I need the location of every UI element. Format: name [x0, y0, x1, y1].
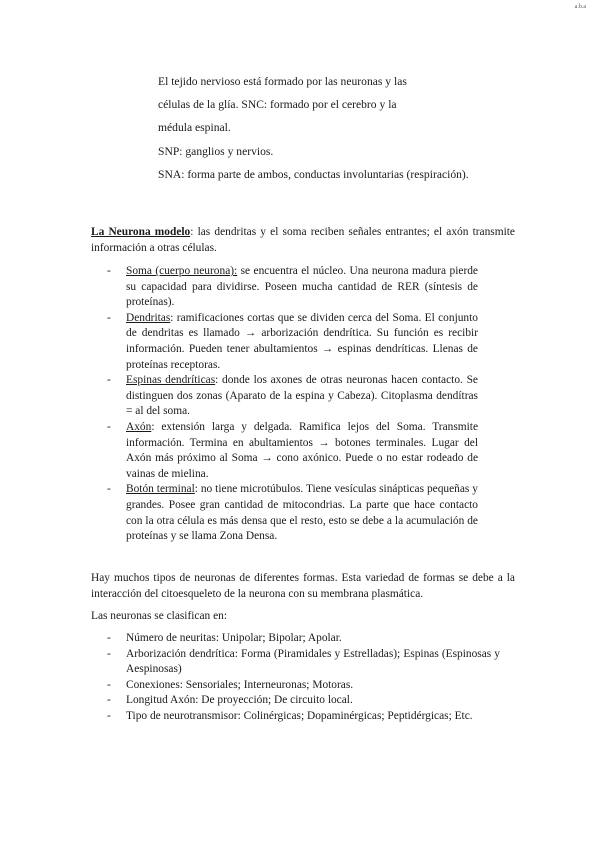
item-text: Longitud Axón: De proyección; De circuito local. — [126, 694, 353, 707]
item-text: Número de neuritas: Unipolar; Bipolar; Apolar. — [126, 632, 342, 644]
list-item — [107, 693, 508, 709]
item-text: : ramificaciones cortas que se dividen cerca del Soma. El conjunto de dendritas es llamado → arborización dendrítica. Su función es recibir información. Pueden tener abultamientos → espinas dendríticas. Llenas de proteínas receptoras. — [126, 311, 478, 371]
neurona-intro-paragraph — [91, 225, 515, 256]
item-text: : no tiene microtúbulos. Tiene vesículas sinápticas pequeñas y grandes. Posee gran cantidad de mitocondrias. La parte que hace contacto con la otra célula es más densa que el resto, esto se debe a la acumulación de proteínas y se llama Zona Densa. — [126, 483, 478, 543]
list-item — [107, 420, 478, 482]
intro-line-5: SNA: forma parte de ambos, conductas involuntarias (respiración). — [158, 168, 469, 181]
item-text: Tipo de neurotransmisor: Colinérgicas; Dopaminérgicas; Peptidérgicas; Etc. — [126, 709, 473, 722]
dash-bullet: - — [107, 678, 111, 691]
neurona-intro-text: : las dendritas y el soma reciben señales entrantes; el axón transmite información a otras células. — [91, 226, 515, 254]
item-term: Espinas dendríticas — [126, 374, 216, 387]
tipos-lead: Las neuronas se clasifican en: — [91, 610, 227, 622]
neurona-parts-list — [107, 264, 478, 545]
list-item — [107, 264, 478, 311]
list-item — [107, 482, 478, 544]
item-term: Axón — [126, 420, 152, 433]
list-item — [107, 678, 508, 694]
list-item — [107, 631, 508, 647]
dash-bullet: - — [107, 709, 111, 722]
corner-mark: a.b.a — [574, 4, 586, 10]
dash-bullet: - — [107, 311, 111, 324]
item-text: : donde los axones de otras neuronas hacen contacto. Se distinguen dos zonas (Aparato de la espina y Cabeza). Citoplasma dendítras = al del soma. — [126, 374, 478, 418]
intro-line-4: SNP: ganglios y nervios. — [158, 145, 274, 158]
dash-bullet: - — [107, 632, 111, 644]
item-text: : extensión larga y delgada. Ramifica lejos del Soma. Transmite información. Termina en abultamientos → botones terminales. Lugar del Axón más próximo al Soma → cono axónico. Puede o no estar rodeado de vainas de mielina. — [126, 420, 478, 480]
tipos-paragraph: Hay muchos tipos de neuronas de diferentes formas. Esta variedad de formas se debe a la interacción del citoesqueleto de la neurona con su membrana plasmática. — [91, 572, 515, 600]
dash-bullet: - — [107, 265, 111, 277]
intro-line-3: médula espinal. — [158, 121, 231, 134]
classification-list — [107, 631, 508, 725]
dash-bullet: - — [107, 694, 111, 707]
item-term: Soma (cuerpo neurona): — [126, 265, 238, 277]
dash-bullet: - — [107, 647, 111, 660]
list-item — [107, 311, 478, 373]
neurona-title: La Neurona modelo — [91, 226, 191, 238]
list-item — [107, 709, 508, 725]
item-term: Botón terminal — [126, 483, 195, 496]
list-item — [107, 373, 478, 420]
list-item — [107, 647, 508, 678]
intro-line-1: El tejido nervioso está formado por las neuronas y las — [158, 75, 407, 88]
dash-bullet: - — [107, 420, 111, 433]
intro-line-2: células de la glía. SNC: formado por el cerebro y la — [158, 98, 397, 111]
item-term: Dendritas — [126, 311, 171, 324]
item-text: Arborización dendrítica: Forma (Piramidales y Estrelladas); Espinas (Espinosas y Aespinosas) — [126, 647, 500, 676]
item-text: se encuentra el núcleo. Una neurona madura pierde su capacidad para dividirse. Poseen mucha cantidad de RER (síntesis de proteínas). — [126, 265, 478, 309]
dash-bullet: - — [107, 483, 111, 496]
item-text: Conexiones: Sensoriales; Interneuronas; Motoras. — [126, 678, 354, 691]
dash-bullet: - — [107, 374, 111, 387]
